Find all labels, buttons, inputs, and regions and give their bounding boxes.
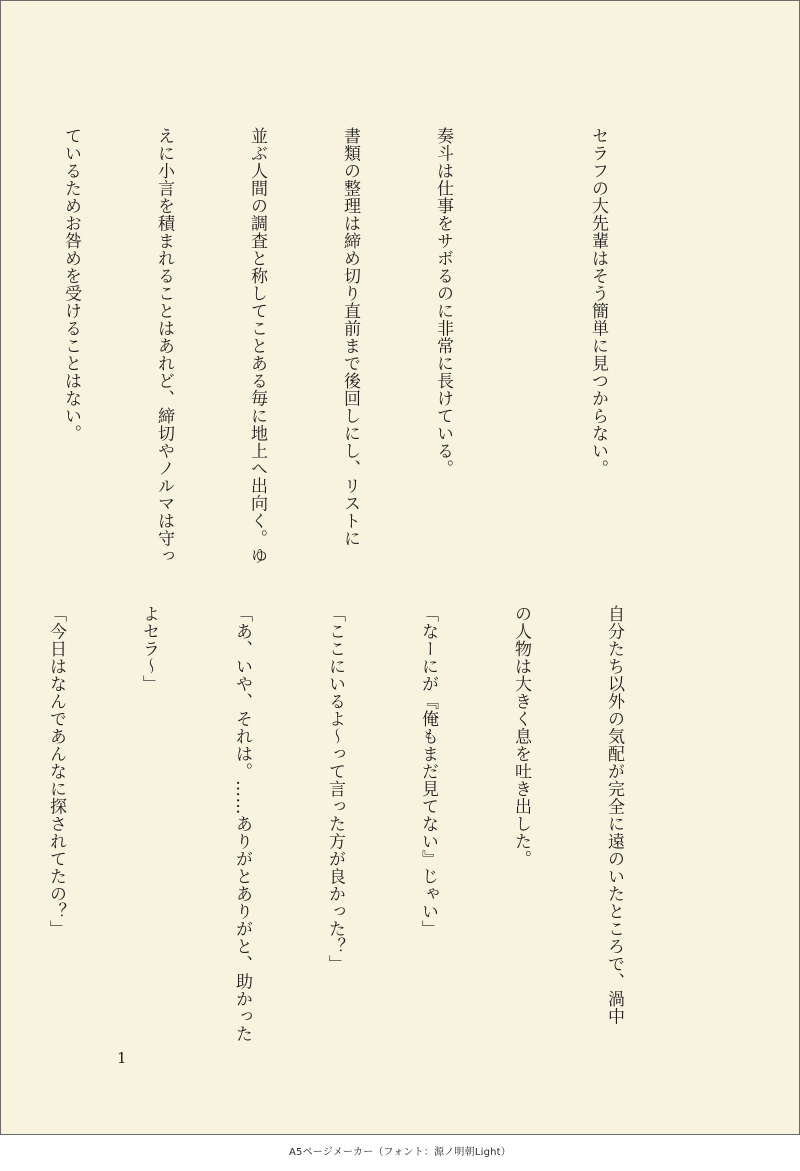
upper-text-block <box>0 127 675 565</box>
text-line: 「なーにが『俺もまだ見てない』じゃい」 <box>418 605 438 938</box>
text-line: えに小言を積まれることはあれど、締切やノルマは守っ <box>154 127 174 565</box>
page-number: 1 <box>117 1049 127 1067</box>
text-line: セラフの大先輩はそう簡単に見つからない。 <box>588 127 608 477</box>
text-line: よセラ～」 <box>139 605 159 693</box>
text-line: 並ぶ人間の調査と称してことある毎に地上へ出向く。ゆ <box>247 127 267 565</box>
text-line: 自分たち以外の気配が完全に遠のいたところで、渦中 <box>604 605 624 1025</box>
text-line: 「あ、いや、それは。……ありがとありがと、助かった <box>232 605 252 1043</box>
text-line: の人物は大きく息を吐き出した。 <box>511 605 531 868</box>
footer-caption: A5ページメーカー（フォント：源ノ明朝Light） <box>289 1147 511 1158</box>
text-line: 「今日はなんであんなに探されてたの？」 <box>46 605 66 938</box>
text-line: 「ここにいるよ～って言った方が良かった？」 <box>325 605 345 973</box>
text-line: ているためお咎めを受けることはない。 <box>61 127 81 442</box>
text-line: 書類の整理は締め切り直前まで後回しにし、リストに <box>340 127 360 547</box>
lower-text-block <box>0 605 691 1043</box>
text-line: 奏斗は仕事をサボるのに非常に長けている。 <box>433 127 453 477</box>
